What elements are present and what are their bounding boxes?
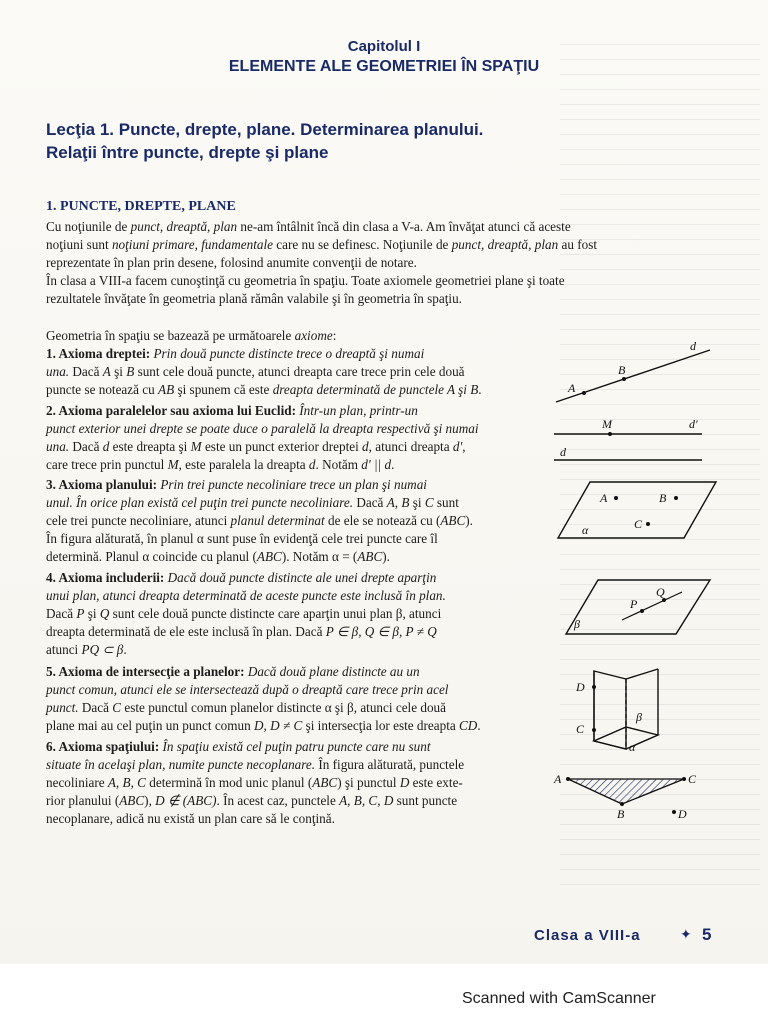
figure-intersecting-planes [566, 665, 716, 765]
label-a: A [554, 772, 562, 786]
axiom-3-line: unul. În orice plan există cel puţin trei puncte necoliniare. Dacă A, B şi C sunt [46, 495, 459, 510]
point-m [608, 432, 612, 436]
label-b: B [659, 491, 667, 505]
label-p: P [630, 597, 638, 611]
axiom-4-line: unui plan, atunci dreapta determinată de aceste puncte este inclusă în plan. [46, 588, 446, 603]
chapter-number: Capitolul I [347, 38, 421, 55]
intro-line: noţiuni sunt noţiuni primare, fundamentale care nu se definesc. Noţiunile de punct, dreaptă, plan au fost [46, 237, 597, 252]
point-a [582, 391, 586, 395]
axiom-1-line: una. Dacă A şi B sunt cele două puncte, atunci dreapta care trece prin cele două [46, 364, 465, 379]
point-d [592, 685, 596, 689]
axiom-5-line: plane mai au cel puţin un punct comun D, D ≠ C şi intersecţia lor este dreapta CD. [46, 718, 481, 733]
axiom-6-line: necoliniare A, B, C determină în mod unic planul (ABC) şi punctul D este exte- [46, 775, 463, 790]
line-d [556, 350, 710, 402]
plane-beta [566, 580, 710, 634]
triangle-abc [568, 779, 684, 804]
label-alpha: α [629, 740, 636, 754]
point-c [592, 728, 596, 732]
axiom-6: 6. Axioma spaţiului: În spaţiu există cel puţin patru puncte care nu sunt [46, 739, 431, 754]
label-beta: β [574, 617, 580, 631]
figure-plane-pq [564, 578, 714, 638]
axiom-2-line: punct exterior unei drepte se poate duce o paralelă la dreapta respectivă şi numai [46, 421, 479, 436]
footer-class: Clasa a VIII-a [534, 927, 641, 944]
axiom-4-line: Dacă P şi Q sunt cele două puncte distincte care aparţin unui plan β, atunci [46, 606, 442, 621]
axiom-1: 1. Axioma dreptei: Prin două puncte distincte trece o dreaptă şi numai [46, 346, 425, 361]
axiom-4: 4. Axioma includerii: Dacă două puncte distincte ale unei drepte aparţin [46, 570, 437, 585]
label-c: C [688, 772, 697, 786]
axiom-4-line: dreapta determinată de ele este inclusă în plan. Dacă P ∈ β, Q ∈ β, P ≠ Q [46, 624, 437, 639]
point-c [646, 522, 650, 526]
page-number: 5 [702, 925, 712, 944]
axiom-3-line: determină. Planul α coincide cu planul (ABC). Notăm α = (ABC). [46, 549, 390, 564]
axiom-5: 5. Axioma de intersecţie a planelor: Dacă două plane distincte au un [46, 664, 420, 679]
label-b: B [617, 807, 625, 821]
label-c: C [576, 722, 585, 736]
label-alpha: α [582, 523, 589, 537]
label-q: Q [656, 585, 665, 599]
chapter-title: ELEMENTE ALE GEOMETRIEI ÎN SPAŢIU [228, 58, 540, 75]
label-d-prime: d' [689, 417, 698, 431]
figure-plane-abc [556, 478, 721, 543]
scanner-watermark: Scanned with CamScanner [462, 990, 656, 1007]
axiom-6-line: rior planului (ABC), D ∉ (ABC). În acest caz, punctele A, B, C, D sunt puncte [46, 793, 458, 808]
plane-beta [594, 671, 626, 749]
point-b [674, 496, 678, 500]
label-beta: β [636, 710, 642, 724]
lesson-title [46, 118, 483, 164]
axiom-3-line: În figura alăturată, în planul α sunt puse în evidenţă cele trei puncte care îl [46, 531, 438, 546]
axiom-2: 2. Axioma paralelelor sau axioma lui Euclid: Într-un plan, printr-un [46, 403, 418, 418]
label-d: d [690, 339, 696, 353]
axiom-3-line: cele trei puncte necoliniare, atunci planul determinat de ele se notează cu (ABC). [46, 513, 473, 528]
label-m: M [602, 417, 612, 431]
label-b: B [618, 363, 626, 377]
point-p [640, 609, 644, 613]
axiom-2-line: una. Dacă d este dreapta şi M este un punct exterior dreptei d, atunci dreapta d', [46, 439, 466, 454]
label-c: C [634, 517, 643, 531]
point-a [566, 777, 570, 781]
label-a: A [568, 381, 576, 395]
intro-line: rezultatele învăţate în geometria plană rămân valabile şi în geometria în spaţiu. [46, 291, 462, 306]
point-b [620, 802, 624, 806]
label-d: d [560, 445, 566, 459]
axiom-4-line: atunci PQ ⊂ β. [46, 642, 127, 657]
lesson-title-line2: Relaţii între puncte, drepte şi plane [46, 143, 329, 162]
section-title: 1. PUNCTE, DREPTE, PLANE [46, 199, 236, 214]
label-d: D [576, 680, 585, 694]
figure-parallel-lines [552, 416, 712, 466]
label-a: A [600, 491, 608, 505]
point-c [682, 777, 686, 781]
point-a [614, 496, 618, 500]
star-icon: ✦ [680, 928, 692, 943]
intro-line: Cu noţiunile de punct, dreaptă, plan ne-am întâlnit încă din clasa a V-a. Am învăţat atunci că aceste [46, 219, 571, 234]
axiom-5-line: punct. Dacă C este punctul comun planelor distincte α şi β, atunci cele două [46, 700, 446, 715]
axiom-5-line: punct comun, atunci ele se intersectează după o dreaptă care trece prin acel [46, 682, 449, 697]
axiom-2-line: care trece prin punctul M, este paralela la dreapta d. Notăm d' || d. [46, 457, 395, 472]
label-d: D [678, 807, 687, 821]
lesson-title-line1: Lecţia 1. Puncte, drepte, plane. Determinarea planului. [46, 120, 484, 139]
figure-line-ab [548, 340, 718, 410]
intro-line: reprezentate în plan prin desene, folosind anumite convenţii de notare. [46, 255, 417, 270]
point-d [672, 810, 676, 814]
axiom-6-line: necoplanare, adică nu există un plan care să le conţină. [46, 811, 335, 826]
axiom-3: 3. Axioma planului: Prin trei puncte necoliniare trece un plan şi numai [46, 477, 427, 492]
axioms-intro: Geometria în spaţiu se bazează pe următoarele axiome: [46, 328, 337, 343]
axiom-1-line: puncte se notează cu AB şi spunem că este dreapta determinată de punctele A şi B. [46, 382, 482, 397]
point-b [622, 377, 626, 381]
axiom-6-line: situate în acelaşi plan, numite puncte necoplanare. În figura alăturată, punctele [46, 757, 465, 772]
figure-noncoplanar-points [552, 770, 712, 825]
intro-line: În clasa a VIII-a facem cunoştinţă cu geometria în spaţiu. Toate axiomele geometriei plane şi toate [46, 273, 565, 288]
